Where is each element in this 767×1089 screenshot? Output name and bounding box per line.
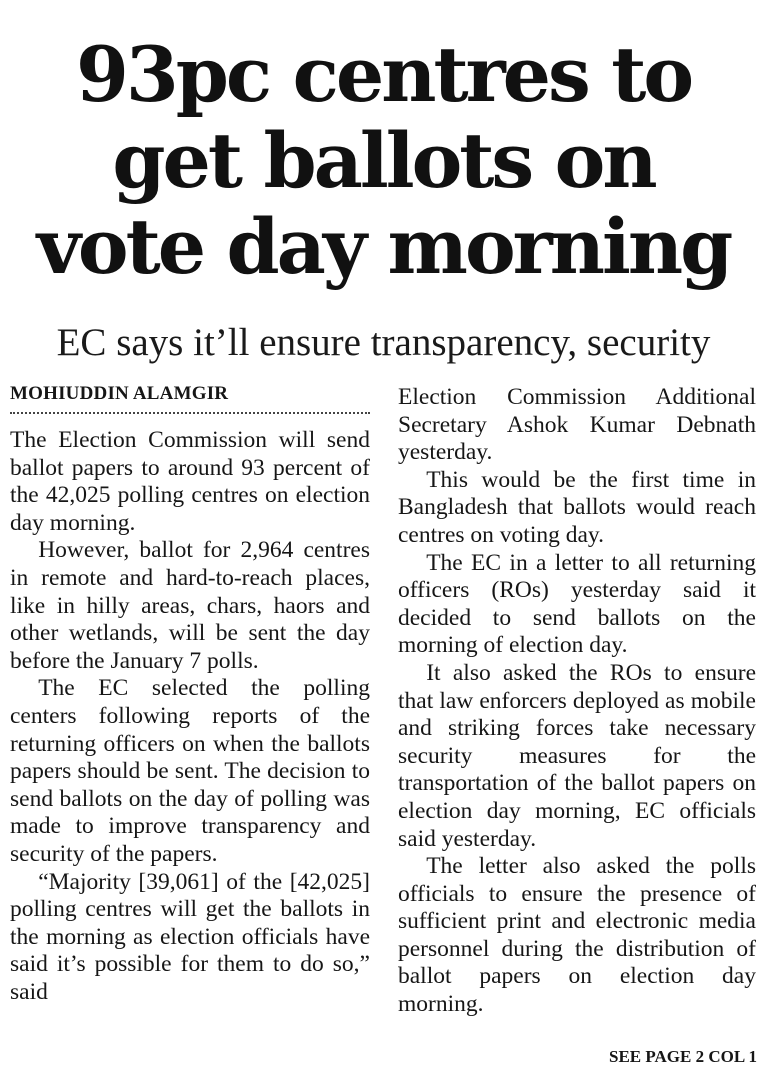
headline-line-3: vote day morning <box>36 202 731 291</box>
subheadline: EC says it’ll ensure transparency, security <box>56 321 711 364</box>
continuation-note: SEE PAGE 2 COL 1 <box>609 1047 757 1066</box>
headline-line-1: 93pc centres to <box>75 30 692 119</box>
paragraph: The letter also asked the polls officials to ensure the presence of sufficient print and electronic media personnel during the distribution of ballot papers on election day morning. <box>398 853 756 1018</box>
paragraph: This would be the first time in Bangladesh that ballots would reach centres on voting day. <box>398 466 756 548</box>
right-column <box>398 384 756 1019</box>
byline: MOHIUDDIN ALAMGIR <box>10 383 229 404</box>
byline-divider <box>10 412 370 414</box>
paragraph: The EC in a letter to all returning officers (ROs) yesterday said it decided to send ballots on the morning of election day. <box>398 549 756 659</box>
headline-line-2: get ballots on <box>112 116 655 205</box>
paragraph: The Election Commission will send ballot papers to around 93 percent of the 42,025 polling centres on election day morning. <box>10 427 370 536</box>
paragraph: It also asked the ROs to ensure that law enforcers deployed as mobile and striking forces take necessary security measures for the transportation of the ballot papers on election day morning, EC officials said yesterday. <box>398 659 756 852</box>
paragraph: Election Commission Additional Secretary Ashok Kumar Debnath yesterday. <box>398 384 756 466</box>
headline <box>0 32 767 290</box>
paragraph: “Majority [39,061] of the [42,025] polling centres will get the ballots in the morning as election officials have said it’s possible for them to do so,” said <box>10 868 370 1005</box>
paragraph: The EC selected the polling centers following reports of the returning officers on when the ballots papers should be sent. The decision to send ballots on the day of polling was made to improve transparency and security of the papers. <box>10 675 370 867</box>
paragraph: However, ballot for 2,964 centres in remote and hard-to-reach places, like in hilly areas, chars, haors and other wetlands, will be sent the day before the January 7 polls. <box>10 537 370 674</box>
left-column <box>10 382 370 1006</box>
